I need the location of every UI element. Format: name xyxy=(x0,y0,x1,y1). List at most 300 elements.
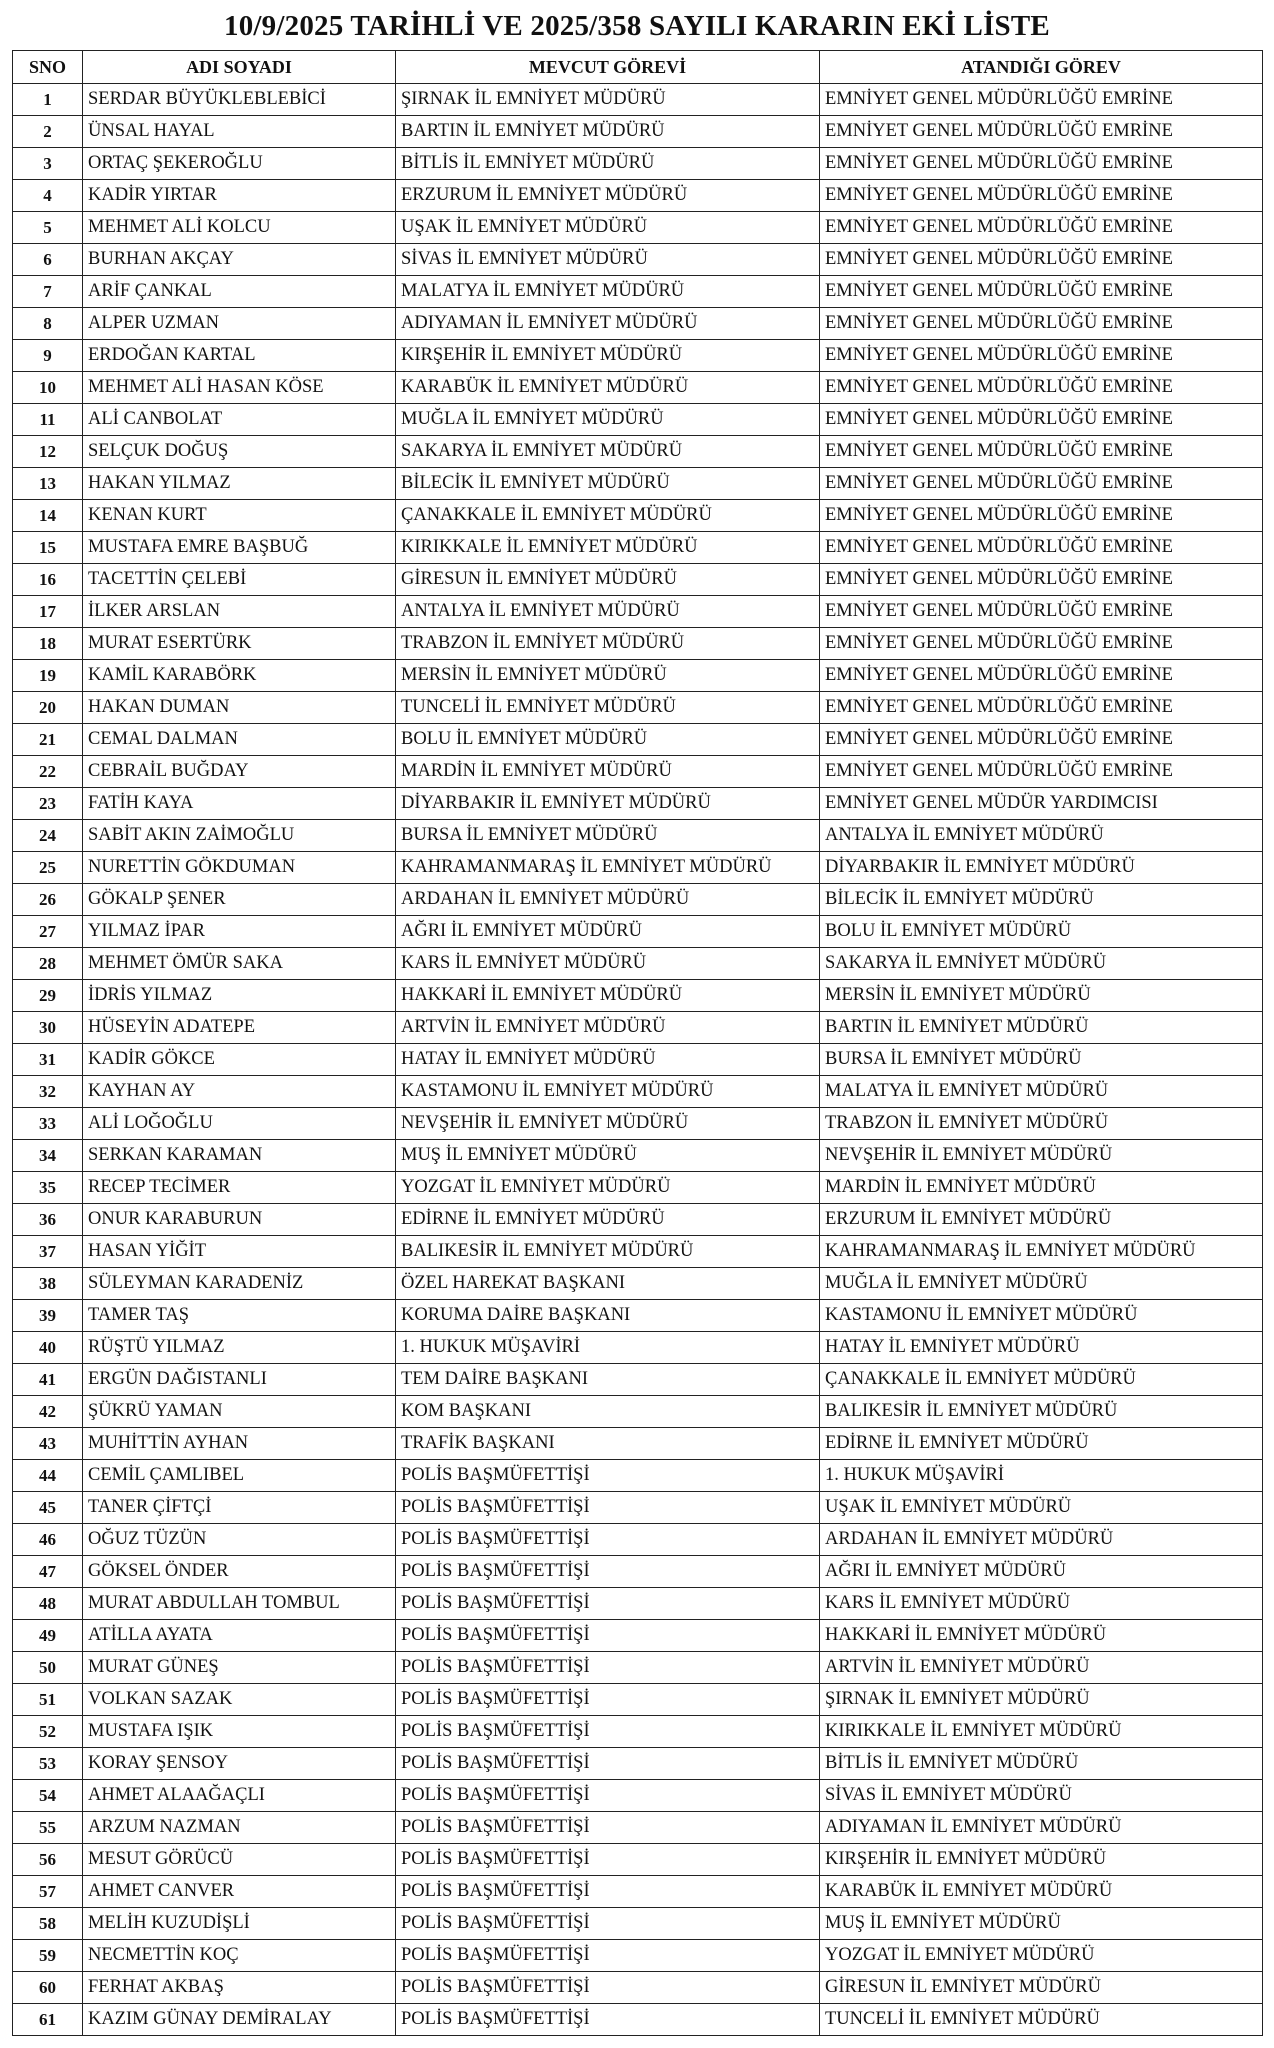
cell-name: TANER ÇİFTÇİ xyxy=(83,1492,396,1524)
cell-current-position: NEVŞEHİR İL EMNİYET MÜDÜRÜ xyxy=(396,1108,820,1140)
cell-current-position: 1. HUKUK MÜŞAVİRİ xyxy=(396,1332,820,1364)
table-row xyxy=(13,1524,1263,1556)
cell-assigned-position: AĞRI İL EMNİYET MÜDÜRÜ xyxy=(820,1556,1263,1588)
cell-sno: 46 xyxy=(13,1524,83,1556)
cell-current-position: ERZURUM İL EMNİYET MÜDÜRÜ xyxy=(396,180,820,212)
table-row xyxy=(13,1940,1263,1972)
cell-sno: 37 xyxy=(13,1236,83,1268)
cell-sno: 13 xyxy=(13,468,83,500)
cell-name: BURHAN AKÇAY xyxy=(83,244,396,276)
cell-assigned-position: EMNİYET GENEL MÜDÜRLÜĞÜ EMRİNE xyxy=(820,180,1263,212)
cell-name: SERKAN KARAMAN xyxy=(83,1140,396,1172)
cell-sno: 50 xyxy=(13,1652,83,1684)
cell-current-position: BALIKESİR İL EMNİYET MÜDÜRÜ xyxy=(396,1236,820,1268)
cell-assigned-position: EMNİYET GENEL MÜDÜRLÜĞÜ EMRİNE xyxy=(820,212,1263,244)
table-row xyxy=(13,276,1263,308)
table-row xyxy=(13,404,1263,436)
table-row xyxy=(13,596,1263,628)
cell-current-position: HAKKARİ İL EMNİYET MÜDÜRÜ xyxy=(396,980,820,1012)
cell-assigned-position: SAKARYA İL EMNİYET MÜDÜRÜ xyxy=(820,948,1263,980)
cell-sno: 43 xyxy=(13,1428,83,1460)
cell-current-position: BİLECİK İL EMNİYET MÜDÜRÜ xyxy=(396,468,820,500)
cell-current-position: POLİS BAŞMÜFETTİŞİ xyxy=(396,1652,820,1684)
cell-assigned-position: BARTIN İL EMNİYET MÜDÜRÜ xyxy=(820,1012,1263,1044)
cell-name: SÜLEYMAN KARADENİZ xyxy=(83,1268,396,1300)
cell-sno: 31 xyxy=(13,1044,83,1076)
table-row xyxy=(13,1236,1263,1268)
table-body xyxy=(13,84,1263,2036)
cell-sno: 6 xyxy=(13,244,83,276)
cell-assigned-position: ANTALYA İL EMNİYET MÜDÜRÜ xyxy=(820,820,1263,852)
cell-sno: 3 xyxy=(13,148,83,180)
cell-assigned-position: EMNİYET GENEL MÜDÜRLÜĞÜ EMRİNE xyxy=(820,468,1263,500)
cell-sno: 38 xyxy=(13,1268,83,1300)
cell-current-position: ŞIRNAK İL EMNİYET MÜDÜRÜ xyxy=(396,84,820,116)
cell-name: YILMAZ İPAR xyxy=(83,916,396,948)
cell-current-position: POLİS BAŞMÜFETTİŞİ xyxy=(396,1492,820,1524)
table-row xyxy=(13,1844,1263,1876)
cell-current-position: POLİS BAŞMÜFETTİŞİ xyxy=(396,1780,820,1812)
table-row xyxy=(13,1652,1263,1684)
table-row xyxy=(13,948,1263,980)
cell-assigned-position: EMNİYET GENEL MÜDÜRLÜĞÜ EMRİNE xyxy=(820,500,1263,532)
cell-sno: 12 xyxy=(13,436,83,468)
cell-name: ARİF ÇANKAL xyxy=(83,276,396,308)
table-row xyxy=(13,980,1263,1012)
cell-name: RÜŞTÜ YILMAZ xyxy=(83,1332,396,1364)
cell-current-position: EDİRNE İL EMNİYET MÜDÜRÜ xyxy=(396,1204,820,1236)
cell-current-position: TEM DAİRE BAŞKANI xyxy=(396,1364,820,1396)
cell-assigned-position: ERZURUM İL EMNİYET MÜDÜRÜ xyxy=(820,1204,1263,1236)
table-row xyxy=(13,1460,1263,1492)
cell-current-position: BURSA İL EMNİYET MÜDÜRÜ xyxy=(396,820,820,852)
cell-assigned-position: EMNİYET GENEL MÜDÜR YARDIMCISI xyxy=(820,788,1263,820)
cell-sno: 2 xyxy=(13,116,83,148)
cell-sno: 17 xyxy=(13,596,83,628)
cell-name: MURAT ESERTÜRK xyxy=(83,628,396,660)
assignment-table xyxy=(12,50,1263,2036)
table-row xyxy=(13,1396,1263,1428)
cell-sno: 10 xyxy=(13,372,83,404)
table-row xyxy=(13,1268,1263,1300)
cell-assigned-position: EMNİYET GENEL MÜDÜRLÜĞÜ EMRİNE xyxy=(820,404,1263,436)
cell-name: TAMER TAŞ xyxy=(83,1300,396,1332)
cell-current-position: KARS İL EMNİYET MÜDÜRÜ xyxy=(396,948,820,980)
table-row xyxy=(13,884,1263,916)
table-row xyxy=(13,148,1263,180)
cell-current-position: TRABZON İL EMNİYET MÜDÜRÜ xyxy=(396,628,820,660)
cell-current-position: TRAFİK BAŞKANI xyxy=(396,1428,820,1460)
table-row xyxy=(13,244,1263,276)
cell-sno: 39 xyxy=(13,1300,83,1332)
cell-sno: 60 xyxy=(13,1972,83,2004)
table-row xyxy=(13,1684,1263,1716)
cell-sno: 45 xyxy=(13,1492,83,1524)
cell-name: İDRİS YILMAZ xyxy=(83,980,396,1012)
table-row xyxy=(13,1300,1263,1332)
cell-current-position: MERSİN İL EMNİYET MÜDÜRÜ xyxy=(396,660,820,692)
cell-name: MELİH KUZUDİŞLİ xyxy=(83,1908,396,1940)
cell-sno: 23 xyxy=(13,788,83,820)
cell-name: SELÇUK DOĞUŞ xyxy=(83,436,396,468)
table-row xyxy=(13,1972,1263,2004)
table-row xyxy=(13,1812,1263,1844)
cell-sno: 59 xyxy=(13,1940,83,1972)
cell-current-position: KIRŞEHİR İL EMNİYET MÜDÜRÜ xyxy=(396,340,820,372)
cell-current-position: POLİS BAŞMÜFETTİŞİ xyxy=(396,1556,820,1588)
table-row xyxy=(13,1364,1263,1396)
cell-assigned-position: EMNİYET GENEL MÜDÜRLÜĞÜ EMRİNE xyxy=(820,148,1263,180)
table-row xyxy=(13,1492,1263,1524)
table-row xyxy=(13,1908,1263,1940)
column-header-current-position: MEVCUT GÖREVİ xyxy=(396,51,820,84)
cell-assigned-position: KIRIKKALE İL EMNİYET MÜDÜRÜ xyxy=(820,1716,1263,1748)
cell-assigned-position: MALATYA İL EMNİYET MÜDÜRÜ xyxy=(820,1076,1263,1108)
cell-current-position: BİTLİS İL EMNİYET MÜDÜRÜ xyxy=(396,148,820,180)
cell-name: SERDAR BÜYÜKLEBLEBİCİ xyxy=(83,84,396,116)
cell-name: NURETTİN GÖKDUMAN xyxy=(83,852,396,884)
table-row xyxy=(13,1012,1263,1044)
table-row xyxy=(13,1332,1263,1364)
cell-sno: 41 xyxy=(13,1364,83,1396)
cell-current-position: KORUMA DAİRE BAŞKANI xyxy=(396,1300,820,1332)
table-row xyxy=(13,724,1263,756)
cell-assigned-position: EMNİYET GENEL MÜDÜRLÜĞÜ EMRİNE xyxy=(820,724,1263,756)
cell-sno: 47 xyxy=(13,1556,83,1588)
cell-assigned-position: ARDAHAN İL EMNİYET MÜDÜRÜ xyxy=(820,1524,1263,1556)
cell-assigned-position: EMNİYET GENEL MÜDÜRLÜĞÜ EMRİNE xyxy=(820,116,1263,148)
cell-assigned-position: EMNİYET GENEL MÜDÜRLÜĞÜ EMRİNE xyxy=(820,564,1263,596)
cell-name: MUSTAFA IŞIK xyxy=(83,1716,396,1748)
cell-name: ARZUM NAZMAN xyxy=(83,1812,396,1844)
cell-assigned-position: EMNİYET GENEL MÜDÜRLÜĞÜ EMRİNE xyxy=(820,756,1263,788)
cell-name: MUHİTTİN AYHAN xyxy=(83,1428,396,1460)
cell-assigned-position: BİLECİK İL EMNİYET MÜDÜRÜ xyxy=(820,884,1263,916)
cell-sno: 22 xyxy=(13,756,83,788)
cell-assigned-position: EMNİYET GENEL MÜDÜRLÜĞÜ EMRİNE xyxy=(820,84,1263,116)
column-header-name: ADI SOYADI xyxy=(83,51,396,84)
cell-name: KAYHAN AY xyxy=(83,1076,396,1108)
cell-assigned-position: EMNİYET GENEL MÜDÜRLÜĞÜ EMRİNE xyxy=(820,372,1263,404)
cell-current-position: ADIYAMAN İL EMNİYET MÜDÜRÜ xyxy=(396,308,820,340)
table-row xyxy=(13,692,1263,724)
cell-name: TACETTİN ÇELEBİ xyxy=(83,564,396,596)
cell-sno: 14 xyxy=(13,500,83,532)
cell-current-position: POLİS BAŞMÜFETTİŞİ xyxy=(396,1940,820,1972)
cell-sno: 52 xyxy=(13,1716,83,1748)
cell-current-position: POLİS BAŞMÜFETTİŞİ xyxy=(396,1908,820,1940)
cell-current-position: ARDAHAN İL EMNİYET MÜDÜRÜ xyxy=(396,884,820,916)
table-row xyxy=(13,756,1263,788)
cell-name: MURAT GÜNEŞ xyxy=(83,1652,396,1684)
cell-current-position: POLİS BAŞMÜFETTİŞİ xyxy=(396,1588,820,1620)
cell-assigned-position: ŞIRNAK İL EMNİYET MÜDÜRÜ xyxy=(820,1684,1263,1716)
cell-assigned-position: KARABÜK İL EMNİYET MÜDÜRÜ xyxy=(820,1876,1263,1908)
cell-name: NECMETTİN KOÇ xyxy=(83,1940,396,1972)
cell-assigned-position: BOLU İL EMNİYET MÜDÜRÜ xyxy=(820,916,1263,948)
cell-assigned-position: GİRESUN İL EMNİYET MÜDÜRÜ xyxy=(820,1972,1263,2004)
table-row xyxy=(13,2004,1263,2036)
cell-current-position: HATAY İL EMNİYET MÜDÜRÜ xyxy=(396,1044,820,1076)
cell-current-position: POLİS BAŞMÜFETTİŞİ xyxy=(396,1524,820,1556)
cell-assigned-position: EMNİYET GENEL MÜDÜRLÜĞÜ EMRİNE xyxy=(820,276,1263,308)
table-row xyxy=(13,1620,1263,1652)
cell-name: ORTAÇ ŞEKEROĞLU xyxy=(83,148,396,180)
table-row xyxy=(13,1044,1263,1076)
cell-name: SABİT AKIN ZAİMOĞLU xyxy=(83,820,396,852)
cell-assigned-position: MERSİN İL EMNİYET MÜDÜRÜ xyxy=(820,980,1263,1012)
cell-current-position: ARTVİN İL EMNİYET MÜDÜRÜ xyxy=(396,1012,820,1044)
cell-sno: 28 xyxy=(13,948,83,980)
cell-assigned-position: EMNİYET GENEL MÜDÜRLÜĞÜ EMRİNE xyxy=(820,660,1263,692)
cell-current-position: DİYARBAKIR İL EMNİYET MÜDÜRÜ xyxy=(396,788,820,820)
table-row xyxy=(13,1876,1263,1908)
cell-assigned-position: DİYARBAKIR İL EMNİYET MÜDÜRÜ xyxy=(820,852,1263,884)
cell-assigned-position: EMNİYET GENEL MÜDÜRLÜĞÜ EMRİNE xyxy=(820,596,1263,628)
table-row xyxy=(13,180,1263,212)
cell-assigned-position: EMNİYET GENEL MÜDÜRLÜĞÜ EMRİNE xyxy=(820,628,1263,660)
table-row xyxy=(13,1140,1263,1172)
table-row xyxy=(13,660,1263,692)
cell-assigned-position: ARTVİN İL EMNİYET MÜDÜRÜ xyxy=(820,1652,1263,1684)
cell-assigned-position: EMNİYET GENEL MÜDÜRLÜĞÜ EMRİNE xyxy=(820,244,1263,276)
cell-current-position: POLİS BAŞMÜFETTİŞİ xyxy=(396,1620,820,1652)
cell-name: MEHMET ALİ KOLCU xyxy=(83,212,396,244)
cell-sno: 5 xyxy=(13,212,83,244)
table-row xyxy=(13,372,1263,404)
table-row xyxy=(13,308,1263,340)
cell-sno: 29 xyxy=(13,980,83,1012)
table-row xyxy=(13,1076,1263,1108)
cell-name: AHMET CANVER xyxy=(83,1876,396,1908)
cell-name: MUSTAFA EMRE BAŞBUĞ xyxy=(83,532,396,564)
cell-assigned-position: EMNİYET GENEL MÜDÜRLÜĞÜ EMRİNE xyxy=(820,308,1263,340)
cell-name: FERHAT AKBAŞ xyxy=(83,1972,396,2004)
cell-assigned-position: KASTAMONU İL EMNİYET MÜDÜRÜ xyxy=(820,1300,1263,1332)
cell-current-position: AĞRI İL EMNİYET MÜDÜRÜ xyxy=(396,916,820,948)
cell-name: CEMAL DALMAN xyxy=(83,724,396,756)
cell-assigned-position: EMNİYET GENEL MÜDÜRLÜĞÜ EMRİNE xyxy=(820,692,1263,724)
cell-sno: 34 xyxy=(13,1140,83,1172)
cell-sno: 40 xyxy=(13,1332,83,1364)
cell-sno: 19 xyxy=(13,660,83,692)
table-row xyxy=(13,564,1263,596)
cell-current-position: POLİS BAŞMÜFETTİŞİ xyxy=(396,1876,820,1908)
cell-name: FATİH KAYA xyxy=(83,788,396,820)
cell-name: ERDOĞAN KARTAL xyxy=(83,340,396,372)
cell-sno: 15 xyxy=(13,532,83,564)
cell-assigned-position: 1. HUKUK MÜŞAVİRİ xyxy=(820,1460,1263,1492)
cell-assigned-position: ADIYAMAN İL EMNİYET MÜDÜRÜ xyxy=(820,1812,1263,1844)
cell-assigned-position: SİVAS İL EMNİYET MÜDÜRÜ xyxy=(820,1780,1263,1812)
cell-name: KAZIM GÜNAY DEMİRALAY xyxy=(83,2004,396,2036)
table-row xyxy=(13,436,1263,468)
cell-name: ALPER UZMAN xyxy=(83,308,396,340)
cell-current-position: POLİS BAŞMÜFETTİŞİ xyxy=(396,1812,820,1844)
cell-assigned-position: EMNİYET GENEL MÜDÜRLÜĞÜ EMRİNE xyxy=(820,532,1263,564)
cell-sno: 42 xyxy=(13,1396,83,1428)
cell-sno: 58 xyxy=(13,1908,83,1940)
cell-current-position: MUĞLA İL EMNİYET MÜDÜRÜ xyxy=(396,404,820,436)
cell-current-position: KARABÜK İL EMNİYET MÜDÜRÜ xyxy=(396,372,820,404)
cell-name: ÜNSAL HAYAL xyxy=(83,116,396,148)
table-row xyxy=(13,1748,1263,1780)
table-header-row xyxy=(13,51,1263,84)
document-title: 10/9/2025 TARİHLİ VE 2025/358 SAYILI KARARIN EKİ LİSTE xyxy=(224,10,1050,42)
cell-sno: 51 xyxy=(13,1684,83,1716)
cell-current-position: KASTAMONU İL EMNİYET MÜDÜRÜ xyxy=(396,1076,820,1108)
cell-sno: 24 xyxy=(13,820,83,852)
cell-sno: 36 xyxy=(13,1204,83,1236)
cell-name: MEHMET ÖMÜR SAKA xyxy=(83,948,396,980)
table-row xyxy=(13,916,1263,948)
table-row xyxy=(13,212,1263,244)
cell-name: AHMET ALAAĞAÇLI xyxy=(83,1780,396,1812)
cell-assigned-position: NEVŞEHİR İL EMNİYET MÜDÜRÜ xyxy=(820,1140,1263,1172)
cell-assigned-position: TUNCELİ İL EMNİYET MÜDÜRÜ xyxy=(820,2004,1263,2036)
table-row xyxy=(13,500,1263,532)
cell-current-position: ANTALYA İL EMNİYET MÜDÜRÜ xyxy=(396,596,820,628)
cell-name: KENAN KURT xyxy=(83,500,396,532)
cell-name: HAKAN DUMAN xyxy=(83,692,396,724)
cell-sno: 16 xyxy=(13,564,83,596)
cell-current-position: KIRIKKALE İL EMNİYET MÜDÜRÜ xyxy=(396,532,820,564)
cell-name: İLKER ARSLAN xyxy=(83,596,396,628)
cell-current-position: BOLU İL EMNİYET MÜDÜRÜ xyxy=(396,724,820,756)
cell-current-position: KOM BAŞKANI xyxy=(396,1396,820,1428)
cell-name: HASAN YİĞİT xyxy=(83,1236,396,1268)
cell-current-position: SİVAS İL EMNİYET MÜDÜRÜ xyxy=(396,244,820,276)
cell-sno: 20 xyxy=(13,692,83,724)
cell-sno: 56 xyxy=(13,1844,83,1876)
cell-current-position: ÖZEL HAREKAT BAŞKANI xyxy=(396,1268,820,1300)
cell-sno: 61 xyxy=(13,2004,83,2036)
cell-current-position: YOZGAT İL EMNİYET MÜDÜRÜ xyxy=(396,1172,820,1204)
cell-assigned-position: ÇANAKKALE İL EMNİYET MÜDÜRÜ xyxy=(820,1364,1263,1396)
cell-sno: 26 xyxy=(13,884,83,916)
cell-sno: 32 xyxy=(13,1076,83,1108)
cell-current-position: BARTIN İL EMNİYET MÜDÜRÜ xyxy=(396,116,820,148)
cell-assigned-position: BURSA İL EMNİYET MÜDÜRÜ xyxy=(820,1044,1263,1076)
table-row xyxy=(13,1588,1263,1620)
cell-sno: 49 xyxy=(13,1620,83,1652)
cell-sno: 25 xyxy=(13,852,83,884)
cell-sno: 21 xyxy=(13,724,83,756)
cell-current-position: MARDİN İL EMNİYET MÜDÜRÜ xyxy=(396,756,820,788)
cell-assigned-position: HAKKARİ İL EMNİYET MÜDÜRÜ xyxy=(820,1620,1263,1652)
cell-current-position: UŞAK İL EMNİYET MÜDÜRÜ xyxy=(396,212,820,244)
cell-name: ALİ CANBOLAT xyxy=(83,404,396,436)
cell-current-position: MALATYA İL EMNİYET MÜDÜRÜ xyxy=(396,276,820,308)
cell-current-position: ÇANAKKALE İL EMNİYET MÜDÜRÜ xyxy=(396,500,820,532)
cell-sno: 11 xyxy=(13,404,83,436)
column-header-sno: SNO xyxy=(13,51,83,84)
cell-sno: 44 xyxy=(13,1460,83,1492)
cell-current-position: SAKARYA İL EMNİYET MÜDÜRÜ xyxy=(396,436,820,468)
cell-assigned-position: MARDİN İL EMNİYET MÜDÜRÜ xyxy=(820,1172,1263,1204)
cell-sno: 35 xyxy=(13,1172,83,1204)
cell-assigned-position: KAHRAMANMARAŞ İL EMNİYET MÜDÜRÜ xyxy=(820,1236,1263,1268)
cell-sno: 27 xyxy=(13,916,83,948)
table-row xyxy=(13,1556,1263,1588)
cell-current-position: KAHRAMANMARAŞ İL EMNİYET MÜDÜRÜ xyxy=(396,852,820,884)
cell-sno: 30 xyxy=(13,1012,83,1044)
cell-name: ALİ LOĞOĞLU xyxy=(83,1108,396,1140)
cell-current-position: POLİS BAŞMÜFETTİŞİ xyxy=(396,1972,820,2004)
cell-assigned-position: EMNİYET GENEL MÜDÜRLÜĞÜ EMRİNE xyxy=(820,340,1263,372)
cell-current-position: TUNCELİ İL EMNİYET MÜDÜRÜ xyxy=(396,692,820,724)
cell-name: HAKAN YILMAZ xyxy=(83,468,396,500)
cell-name: KORAY ŞENSOY xyxy=(83,1748,396,1780)
cell-assigned-position: KARS İL EMNİYET MÜDÜRÜ xyxy=(820,1588,1263,1620)
cell-name: ŞÜKRÜ YAMAN xyxy=(83,1396,396,1428)
table-row xyxy=(13,1172,1263,1204)
table-row xyxy=(13,116,1263,148)
column-header-assigned-position: ATANDIĞI GÖREV xyxy=(820,51,1263,84)
table-row xyxy=(13,628,1263,660)
cell-sno: 33 xyxy=(13,1108,83,1140)
cell-current-position: POLİS BAŞMÜFETTİŞİ xyxy=(396,1716,820,1748)
cell-name: OĞUZ TÜZÜN xyxy=(83,1524,396,1556)
table-row xyxy=(13,1204,1263,1236)
cell-sno: 4 xyxy=(13,180,83,212)
cell-current-position: POLİS BAŞMÜFETTİŞİ xyxy=(396,1748,820,1780)
cell-name: MURAT ABDULLAH TOMBUL xyxy=(83,1588,396,1620)
table-row xyxy=(13,532,1263,564)
cell-name: KADİR YIRTAR xyxy=(83,180,396,212)
cell-name: MESUT GÖRÜCÜ xyxy=(83,1844,396,1876)
cell-assigned-position: EDİRNE İL EMNİYET MÜDÜRÜ xyxy=(820,1428,1263,1460)
cell-name: GÖKALP ŞENER xyxy=(83,884,396,916)
table-row xyxy=(13,468,1263,500)
table-row xyxy=(13,788,1263,820)
table-row xyxy=(13,340,1263,372)
cell-name: RECEP TECİMER xyxy=(83,1172,396,1204)
table-row xyxy=(13,1108,1263,1140)
cell-name: CEMİL ÇAMLIBEL xyxy=(83,1460,396,1492)
table-row xyxy=(13,852,1263,884)
cell-name: KAMİL KARABÖRK xyxy=(83,660,396,692)
cell-sno: 1 xyxy=(13,84,83,116)
cell-current-position: POLİS BAŞMÜFETTİŞİ xyxy=(396,1684,820,1716)
cell-sno: 55 xyxy=(13,1812,83,1844)
cell-name: ERGÜN DAĞISTANLI xyxy=(83,1364,396,1396)
cell-sno: 9 xyxy=(13,340,83,372)
table-row xyxy=(13,1716,1263,1748)
cell-current-position: MUŞ İL EMNİYET MÜDÜRÜ xyxy=(396,1140,820,1172)
cell-assigned-position: BİTLİS İL EMNİYET MÜDÜRÜ xyxy=(820,1748,1263,1780)
cell-current-position: POLİS BAŞMÜFETTİŞİ xyxy=(396,1844,820,1876)
cell-name: ATİLLA AYATA xyxy=(83,1620,396,1652)
cell-name: CEBRAİL BUĞDAY xyxy=(83,756,396,788)
cell-assigned-position: YOZGAT İL EMNİYET MÜDÜRÜ xyxy=(820,1940,1263,1972)
cell-sno: 7 xyxy=(13,276,83,308)
cell-sno: 53 xyxy=(13,1748,83,1780)
cell-name: ONUR KARABURUN xyxy=(83,1204,396,1236)
cell-sno: 8 xyxy=(13,308,83,340)
cell-name: MEHMET ALİ HASAN KÖSE xyxy=(83,372,396,404)
cell-name: KADİR GÖKCE xyxy=(83,1044,396,1076)
cell-current-position: GİRESUN İL EMNİYET MÜDÜRÜ xyxy=(396,564,820,596)
table-row xyxy=(13,1780,1263,1812)
cell-sno: 57 xyxy=(13,1876,83,1908)
cell-name: HÜSEYİN ADATEPE xyxy=(83,1012,396,1044)
cell-sno: 54 xyxy=(13,1780,83,1812)
cell-assigned-position: MUĞLA İL EMNİYET MÜDÜRÜ xyxy=(820,1268,1263,1300)
cell-current-position: POLİS BAŞMÜFETTİŞİ xyxy=(396,1460,820,1492)
cell-assigned-position: KIRŞEHİR İL EMNİYET MÜDÜRÜ xyxy=(820,1844,1263,1876)
cell-assigned-position: EMNİYET GENEL MÜDÜRLÜĞÜ EMRİNE xyxy=(820,436,1263,468)
